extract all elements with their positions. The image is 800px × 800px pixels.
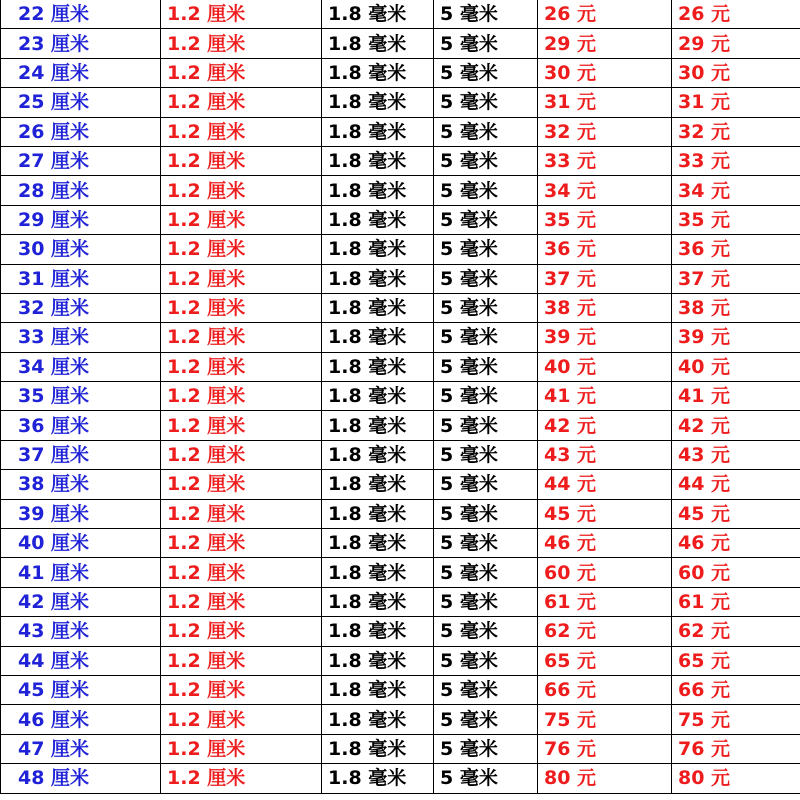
cell-thickness: 1.8 毫米 [322, 176, 434, 205]
table-row [1, 705, 800, 734]
cell-thickness: 1.8 毫米 [322, 558, 434, 587]
cell-price-repeat: 35 元 [672, 205, 800, 234]
cell-price: 75 元 [538, 705, 672, 734]
cell-price: 65 元 [538, 646, 672, 675]
price-table-body [1, 0, 800, 793]
cell-price: 61 元 [538, 587, 672, 616]
cell-price-repeat: 62 元 [672, 617, 800, 646]
cell-width: 1.2 厘米 [161, 470, 322, 499]
cell-length: 28 厘米 [1, 176, 161, 205]
table-row [1, 411, 800, 440]
cell-width: 1.2 厘米 [161, 29, 322, 58]
cell-thickness: 1.8 毫米 [322, 440, 434, 469]
table-row [1, 470, 800, 499]
cell-price: 34 元 [538, 176, 672, 205]
cell-price: 40 元 [538, 352, 672, 381]
cell-price: 32 元 [538, 117, 672, 146]
table-row [1, 352, 800, 381]
cell-hole: 5 毫米 [434, 529, 538, 558]
cell-width: 1.2 厘米 [161, 58, 322, 87]
cell-price: 44 元 [538, 470, 672, 499]
cell-thickness: 1.8 毫米 [322, 705, 434, 734]
cell-price: 66 元 [538, 675, 672, 704]
cell-width: 1.2 厘米 [161, 529, 322, 558]
cell-hole: 5 毫米 [434, 764, 538, 793]
cell-length: 37 厘米 [1, 440, 161, 469]
cell-price-repeat: 29 元 [672, 29, 800, 58]
cell-price: 76 元 [538, 734, 672, 763]
cell-price-repeat: 44 元 [672, 470, 800, 499]
cell-thickness: 1.8 毫米 [322, 117, 434, 146]
cell-width: 1.2 厘米 [161, 205, 322, 234]
cell-length: 36 厘米 [1, 411, 161, 440]
table-row [1, 146, 800, 175]
cell-hole: 5 毫米 [434, 675, 538, 704]
cell-thickness: 1.8 毫米 [322, 352, 434, 381]
table-row [1, 382, 800, 411]
cell-hole: 5 毫米 [434, 734, 538, 763]
cell-width: 1.2 厘米 [161, 440, 322, 469]
cell-hole: 5 毫米 [434, 29, 538, 58]
cell-thickness: 1.8 毫米 [322, 529, 434, 558]
cell-width: 1.2 厘米 [161, 235, 322, 264]
cell-length: 35 厘米 [1, 382, 161, 411]
table-row [1, 29, 800, 58]
cell-thickness: 1.8 毫米 [322, 264, 434, 293]
cell-width: 1.2 厘米 [161, 675, 322, 704]
cell-length: 46 厘米 [1, 705, 161, 734]
table-row [1, 764, 800, 793]
cell-thickness: 1.8 毫米 [322, 0, 434, 29]
cell-thickness: 1.8 毫米 [322, 293, 434, 322]
cell-thickness: 1.8 毫米 [322, 734, 434, 763]
cell-hole: 5 毫米 [434, 205, 538, 234]
table-row [1, 675, 800, 704]
cell-price: 30 元 [538, 58, 672, 87]
table-row [1, 646, 800, 675]
cell-width: 1.2 厘米 [161, 382, 322, 411]
cell-price-repeat: 33 元 [672, 146, 800, 175]
cell-price-repeat: 61 元 [672, 587, 800, 616]
table-row [1, 264, 800, 293]
cell-price-repeat: 43 元 [672, 440, 800, 469]
cell-price: 35 元 [538, 205, 672, 234]
cell-width: 1.2 厘米 [161, 176, 322, 205]
cell-price-repeat: 39 元 [672, 323, 800, 352]
cell-price: 29 元 [538, 29, 672, 58]
cell-price: 36 元 [538, 235, 672, 264]
cell-length: 23 厘米 [1, 29, 161, 58]
cell-length: 34 厘米 [1, 352, 161, 381]
table-row [1, 205, 800, 234]
cell-thickness: 1.8 毫米 [322, 764, 434, 793]
cell-hole: 5 毫米 [434, 352, 538, 381]
cell-price-repeat: 36 元 [672, 235, 800, 264]
table-row [1, 323, 800, 352]
cell-price-repeat: 75 元 [672, 705, 800, 734]
cell-width: 1.2 厘米 [161, 146, 322, 175]
table-row [1, 617, 800, 646]
table-row [1, 529, 800, 558]
cell-length: 29 厘米 [1, 205, 161, 234]
cell-price-repeat: 26 元 [672, 0, 800, 29]
cell-length: 27 厘米 [1, 146, 161, 175]
cell-length: 38 厘米 [1, 470, 161, 499]
cell-hole: 5 毫米 [434, 411, 538, 440]
table-row [1, 235, 800, 264]
cell-thickness: 1.8 毫米 [322, 587, 434, 616]
cell-price-repeat: 40 元 [672, 352, 800, 381]
cell-width: 1.2 厘米 [161, 411, 322, 440]
cell-hole: 5 毫米 [434, 382, 538, 411]
cell-price-repeat: 80 元 [672, 764, 800, 793]
cell-length: 40 厘米 [1, 529, 161, 558]
table-row [1, 176, 800, 205]
cell-price: 39 元 [538, 323, 672, 352]
table-row [1, 58, 800, 87]
cell-length: 33 厘米 [1, 323, 161, 352]
cell-thickness: 1.8 毫米 [322, 205, 434, 234]
cell-length: 31 厘米 [1, 264, 161, 293]
cell-length: 48 厘米 [1, 764, 161, 793]
cell-hole: 5 毫米 [434, 617, 538, 646]
cell-hole: 5 毫米 [434, 323, 538, 352]
cell-width: 1.2 厘米 [161, 264, 322, 293]
table-row [1, 0, 800, 29]
table-row [1, 88, 800, 117]
cell-price-repeat: 32 元 [672, 117, 800, 146]
cell-price: 26 元 [538, 0, 672, 29]
cell-price-repeat: 30 元 [672, 58, 800, 87]
cell-length: 44 厘米 [1, 646, 161, 675]
cell-price-repeat: 60 元 [672, 558, 800, 587]
table-row [1, 558, 800, 587]
cell-thickness: 1.8 毫米 [322, 146, 434, 175]
cell-length: 43 厘米 [1, 617, 161, 646]
cell-width: 1.2 厘米 [161, 705, 322, 734]
cell-length: 39 厘米 [1, 499, 161, 528]
cell-length: 45 厘米 [1, 675, 161, 704]
cell-price-repeat: 66 元 [672, 675, 800, 704]
table-row [1, 293, 800, 322]
cell-price: 38 元 [538, 293, 672, 322]
cell-hole: 5 毫米 [434, 88, 538, 117]
cell-hole: 5 毫米 [434, 705, 538, 734]
cell-length: 32 厘米 [1, 293, 161, 322]
cell-price-repeat: 34 元 [672, 176, 800, 205]
cell-price-repeat: 38 元 [672, 293, 800, 322]
cell-width: 1.2 厘米 [161, 499, 322, 528]
cell-thickness: 1.8 毫米 [322, 382, 434, 411]
cell-hole: 5 毫米 [434, 587, 538, 616]
cell-thickness: 1.8 毫米 [322, 617, 434, 646]
cell-price: 46 元 [538, 529, 672, 558]
cell-width: 1.2 厘米 [161, 734, 322, 763]
table-row [1, 440, 800, 469]
cell-thickness: 1.8 毫米 [322, 499, 434, 528]
table-row [1, 734, 800, 763]
cell-price: 80 元 [538, 764, 672, 793]
cell-price: 62 元 [538, 617, 672, 646]
table-row [1, 117, 800, 146]
cell-hole: 5 毫米 [434, 646, 538, 675]
cell-width: 1.2 厘米 [161, 352, 322, 381]
cell-hole: 5 毫米 [434, 293, 538, 322]
cell-hole: 5 毫米 [434, 0, 538, 29]
cell-length: 42 厘米 [1, 587, 161, 616]
cell-thickness: 1.8 毫米 [322, 646, 434, 675]
cell-width: 1.2 厘米 [161, 0, 322, 29]
cell-length: 22 厘米 [1, 0, 161, 29]
cell-width: 1.2 厘米 [161, 323, 322, 352]
cell-width: 1.2 厘米 [161, 88, 322, 117]
table-row [1, 587, 800, 616]
cell-price: 60 元 [538, 558, 672, 587]
cell-price: 42 元 [538, 411, 672, 440]
cell-hole: 5 毫米 [434, 558, 538, 587]
cell-price: 45 元 [538, 499, 672, 528]
cell-price: 43 元 [538, 440, 672, 469]
cell-hole: 5 毫米 [434, 117, 538, 146]
cell-width: 1.2 厘米 [161, 293, 322, 322]
cell-price: 31 元 [538, 88, 672, 117]
cell-thickness: 1.8 毫米 [322, 58, 434, 87]
cell-thickness: 1.8 毫米 [322, 411, 434, 440]
cell-length: 47 厘米 [1, 734, 161, 763]
cell-price-repeat: 46 元 [672, 529, 800, 558]
cell-price: 33 元 [538, 146, 672, 175]
cell-thickness: 1.8 毫米 [322, 675, 434, 704]
cell-length: 24 厘米 [1, 58, 161, 87]
cell-price-repeat: 41 元 [672, 382, 800, 411]
cell-price: 41 元 [538, 382, 672, 411]
cell-length: 30 厘米 [1, 235, 161, 264]
cell-price: 37 元 [538, 264, 672, 293]
table-row [1, 499, 800, 528]
cell-length: 41 厘米 [1, 558, 161, 587]
cell-price-repeat: 31 元 [672, 88, 800, 117]
cell-width: 1.2 厘米 [161, 617, 322, 646]
cell-length: 25 厘米 [1, 88, 161, 117]
cell-hole: 5 毫米 [434, 176, 538, 205]
cell-width: 1.2 厘米 [161, 646, 322, 675]
cell-hole: 5 毫米 [434, 440, 538, 469]
cell-thickness: 1.8 毫米 [322, 235, 434, 264]
cell-thickness: 1.8 毫米 [322, 88, 434, 117]
cell-price-repeat: 42 元 [672, 411, 800, 440]
cell-price-repeat: 37 元 [672, 264, 800, 293]
cell-hole: 5 毫米 [434, 146, 538, 175]
cell-hole: 5 毫米 [434, 58, 538, 87]
cell-price-repeat: 45 元 [672, 499, 800, 528]
cell-width: 1.2 厘米 [161, 558, 322, 587]
cell-price-repeat: 65 元 [672, 646, 800, 675]
cell-thickness: 1.8 毫米 [322, 470, 434, 499]
cell-hole: 5 毫米 [434, 264, 538, 293]
cell-price-repeat: 76 元 [672, 734, 800, 763]
cell-length: 26 厘米 [1, 117, 161, 146]
cell-thickness: 1.8 毫米 [322, 29, 434, 58]
cell-thickness: 1.8 毫米 [322, 323, 434, 352]
cell-hole: 5 毫米 [434, 499, 538, 528]
cell-width: 1.2 厘米 [161, 764, 322, 793]
cell-hole: 5 毫米 [434, 470, 538, 499]
cell-hole: 5 毫米 [434, 235, 538, 264]
cell-width: 1.2 厘米 [161, 587, 322, 616]
cell-width: 1.2 厘米 [161, 117, 322, 146]
